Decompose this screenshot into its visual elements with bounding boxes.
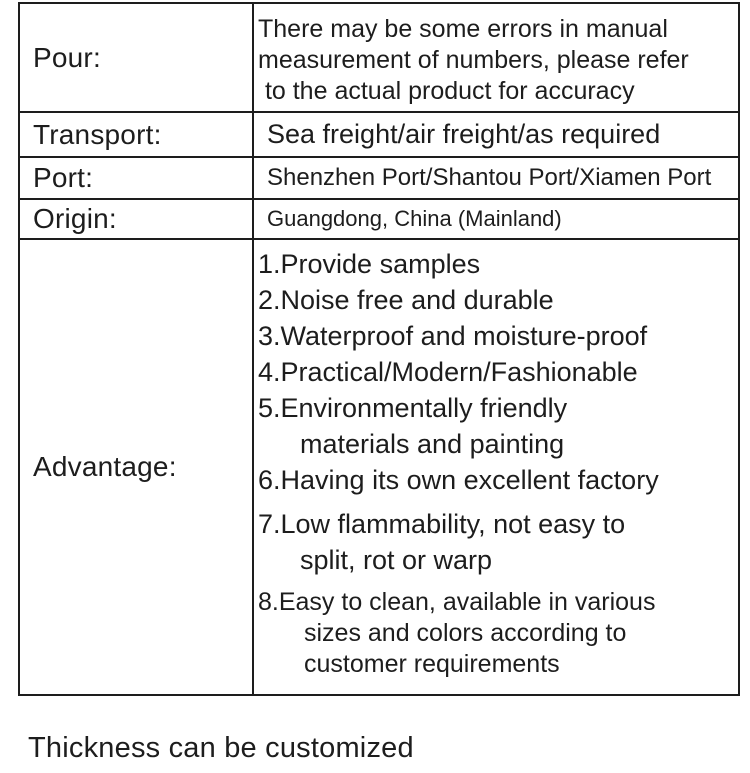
row-value-pour (254, 4, 738, 113)
row-value-port (254, 158, 738, 200)
row-label-origin (20, 200, 254, 240)
advantage-item-2 (258, 282, 736, 318)
value-line: There may be some errors in manual (258, 15, 668, 43)
advantage-item-1 (258, 246, 736, 282)
row-label-text: Transport: (33, 118, 162, 150)
advantage-item-4 (258, 354, 736, 390)
advantage-line: materials and painting (300, 429, 565, 459)
footer-note: Thickness can be customized (28, 732, 414, 764)
row-label-port (20, 158, 254, 200)
row-label-text: Origin: (33, 203, 117, 234)
advantage-item-5 (258, 390, 736, 462)
advantage-line: 3.Waterproof and moisture-proof (258, 321, 648, 351)
advantage-line: 6.Having its own excellent factory (258, 465, 659, 495)
value-text: Sea freight/air freight/as required (267, 119, 661, 149)
advantage-line: split, rot or warp (300, 545, 493, 575)
row-label-transport (20, 113, 254, 158)
value-line: to the actual product for accuracy (258, 77, 635, 105)
advantage-line: 2.Noise free and durable (258, 285, 554, 315)
value-text: Guangdong, China (Mainland) (267, 206, 562, 231)
row-label-text: Advantage: (33, 451, 177, 482)
advantage-item-7 (258, 506, 736, 578)
row-value-advantage (254, 240, 738, 694)
value-line: measurement of numbers, please refer (258, 46, 689, 74)
row-value-transport (254, 113, 738, 158)
row-label-advantage (20, 240, 254, 694)
advantage-line: 5.Environmentally friendly (258, 393, 568, 423)
advantage-item-8 (258, 587, 736, 680)
row-value-origin (254, 200, 738, 240)
advantage-line: 1.Provide samples (258, 249, 481, 279)
value-text: Shenzhen Port/Shantou Port/Xiamen Port (267, 164, 712, 191)
advantage-line: sizes and colors according to (304, 619, 627, 647)
row-label-text: Pour: (33, 41, 101, 73)
product-spec-table (18, 2, 740, 696)
advantage-line: 7.Low flammability, not easy to (258, 509, 626, 539)
advantage-line: 8.Easy to clean, available in various (258, 588, 656, 616)
advantage-line: 4.Practical/Modern/Fashionable (258, 357, 638, 387)
advantage-item-3 (258, 318, 736, 354)
row-label-text: Port: (33, 162, 94, 193)
advantage-item-6 (258, 462, 736, 498)
advantage-line: customer requirements (304, 650, 560, 678)
row-label-pour (20, 4, 254, 113)
